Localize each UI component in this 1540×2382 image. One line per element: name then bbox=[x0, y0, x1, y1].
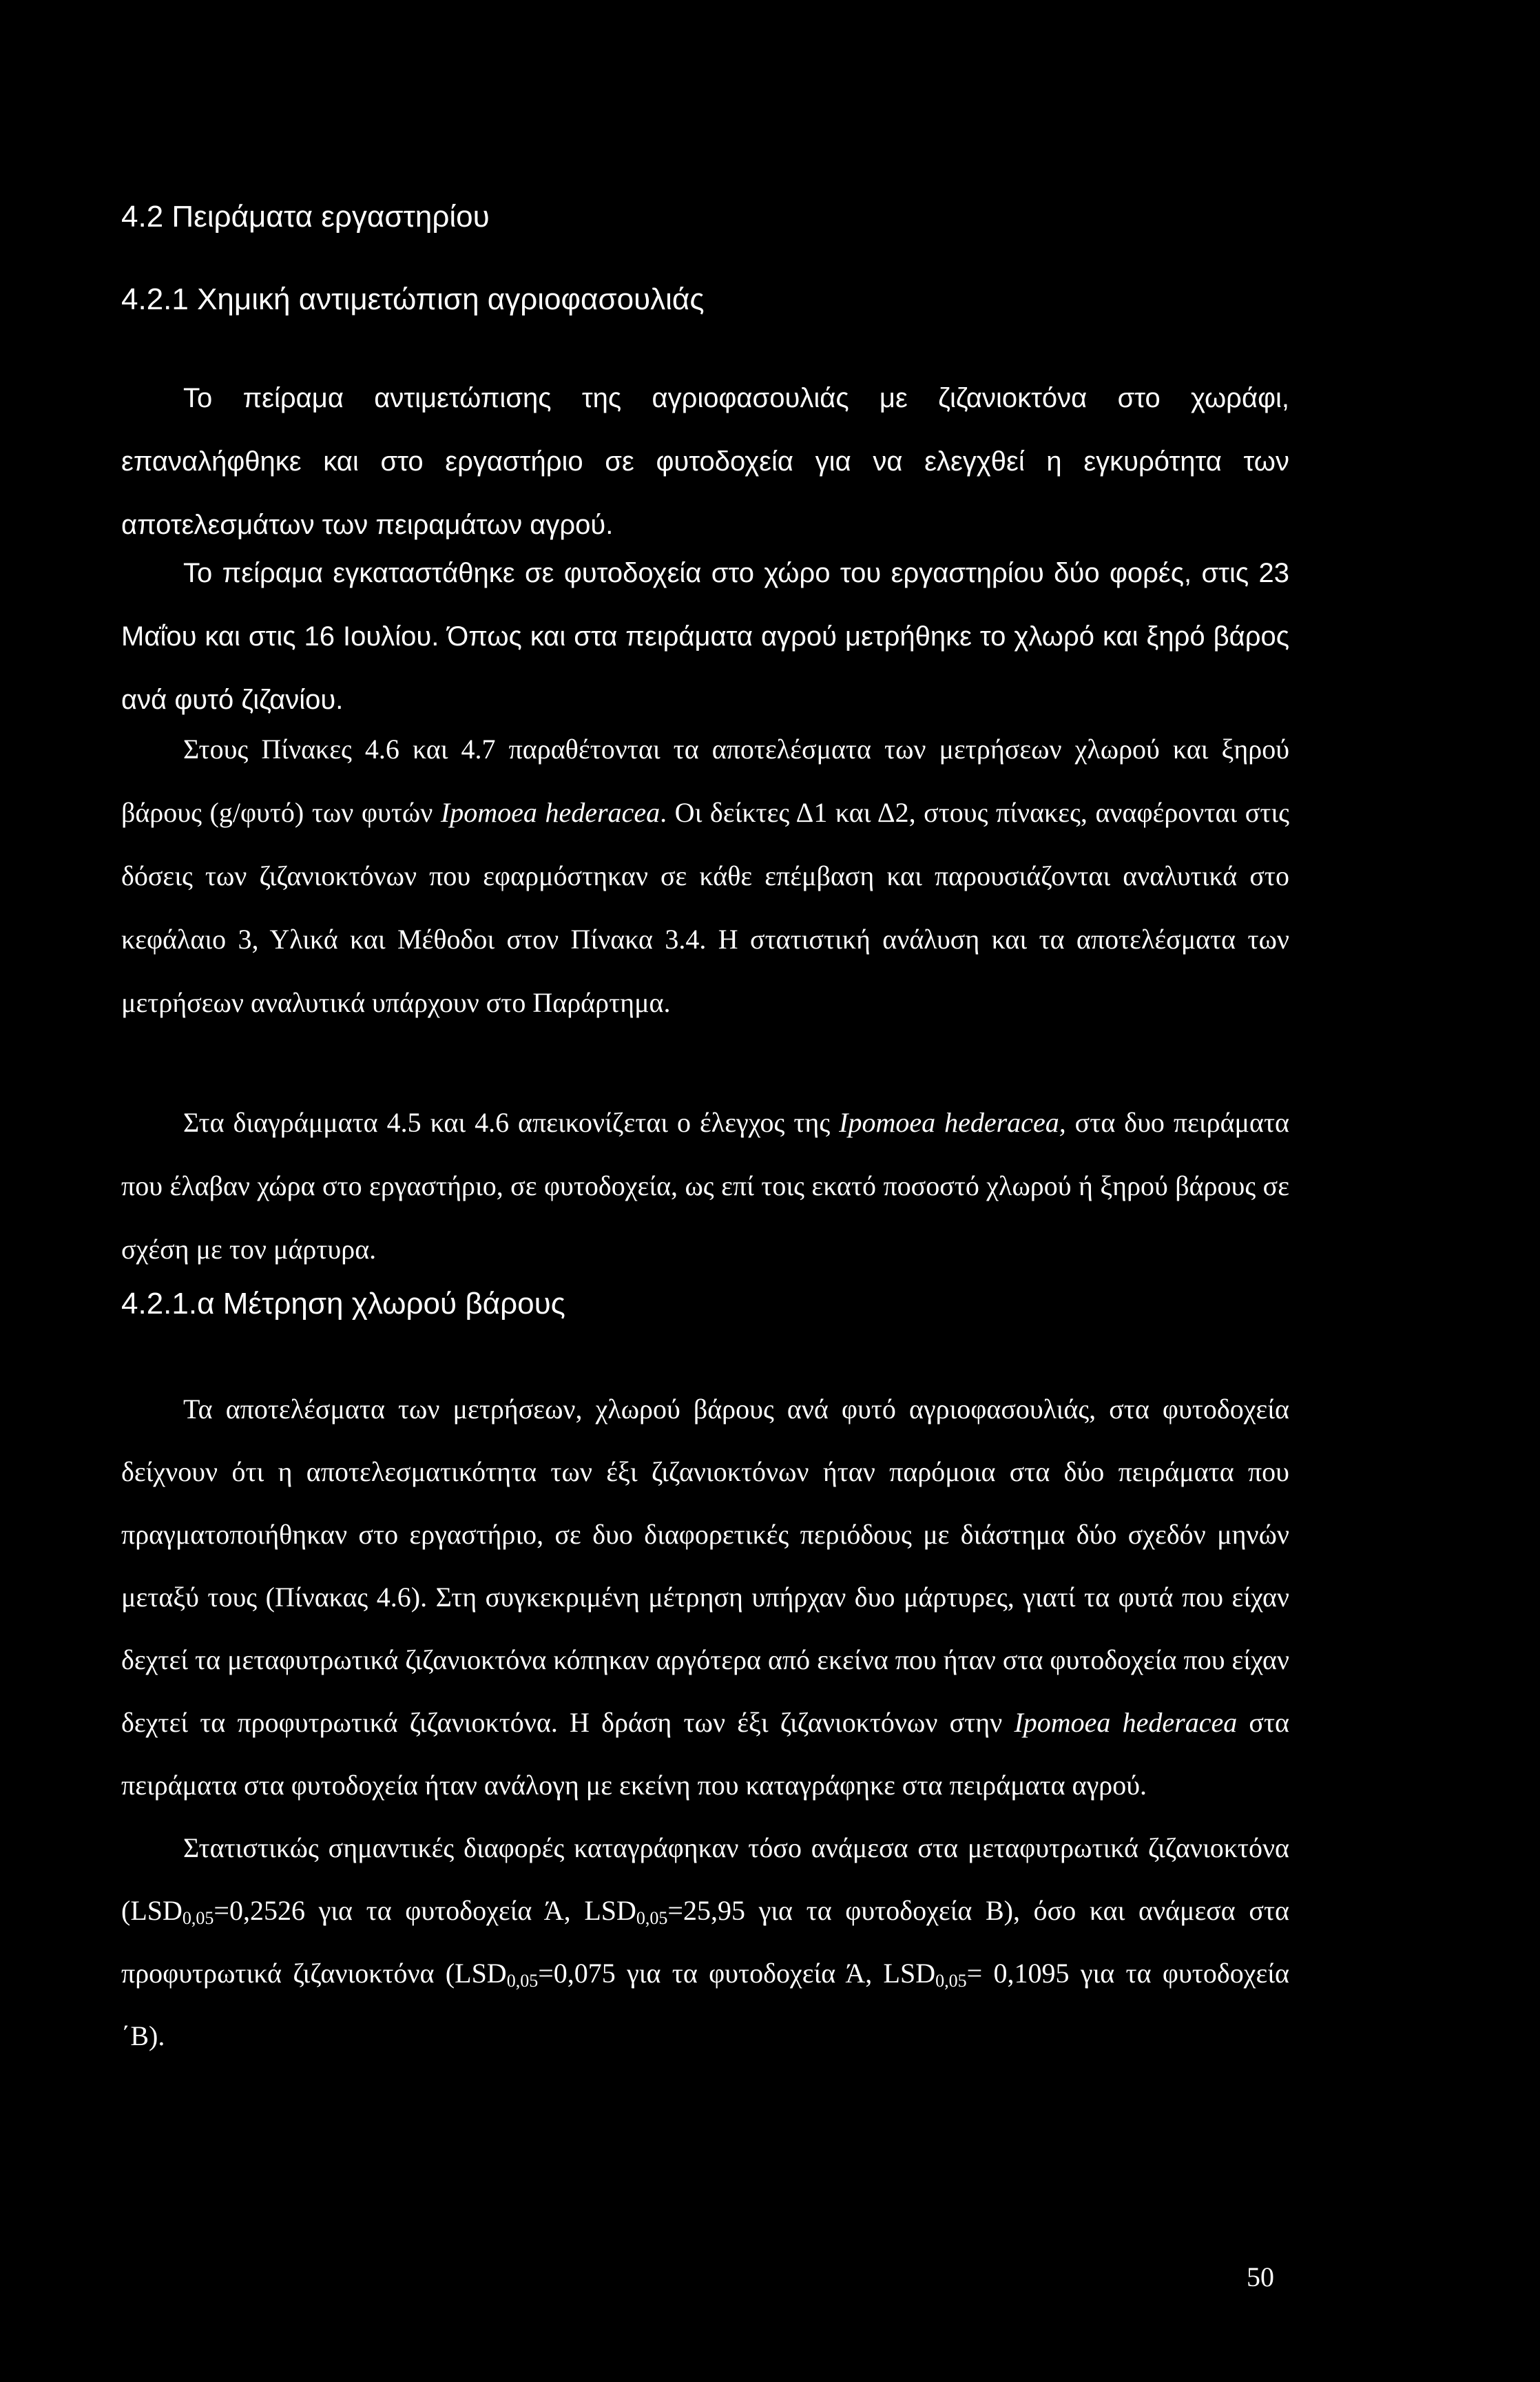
lsd-subscript: 0,05 bbox=[935, 1971, 967, 1991]
paragraph-setup bbox=[121, 541, 1289, 732]
results-section bbox=[121, 1378, 1289, 2067]
lsd-subscript: 0,05 bbox=[506, 1971, 539, 1991]
paragraph-statistics bbox=[121, 1816, 1289, 2067]
paragraph-setup-text-a: Το πείραμα εγκαταστάθηκε σε φυτοδοχεία στο χώρο του εργαστηρίου δύο φορές, στις 23 Μαΐου και στις 16 Ιουλίου. bbox=[121, 558, 1289, 652]
paragraph-statistics-text-e: = 0,1095 για τα φυτοδοχεία ΄Β). bbox=[121, 1958, 1289, 2051]
paragraph-results-text-b: στα πειράματα στα φυτοδοχεία ήταν ανάλογη με εκείνη που καταγράφηκε στα πειράματα αγρού. bbox=[121, 1707, 1290, 1801]
paragraph-tables bbox=[121, 718, 1289, 1035]
paragraph-tables-text-b: . Οι δείκτες Δ1 και Δ2, στους πίνακες, αναφέρονται στις δόσεις των ζιζανιοκτόνων που εφαρμόστηκαν σε κάθε επέμβαση και παρουσιάζονται αναλυτικά στο κεφάλαιο 3, Υλικά και Μέθοδοι στον Πίνακα 3.4. Η στατιστική ανάλυση και τα αποτελέσματα των μετρήσεων αναλυτικά υπάρχουν στο Παράρτημα. bbox=[121, 797, 1290, 1018]
paragraph-tables-text-a: Στους Πίνακες 4.6 και 4.7 παραθέτονται τα αποτελέσματα των μετρήσεων χλωρού και ξηρού βάρους (g/φυτό) των φυτών bbox=[121, 734, 1289, 828]
paragraph-intro bbox=[121, 366, 1289, 557]
lsd-subscript: 0,05 bbox=[636, 1908, 668, 1928]
paragraph-results-text-a: Τα αποτελέσματα των μετρήσεων, χλωρού βάρους ανά φυτό αγριοφασουλιάς, στα φυτοδοχεία δείχνουν ότι η αποτελεσματικότητα των έξι ζιζανιοκτόνων ήταν παρόμοια στα δύο πειράματα που πραγματοποιήθηκαν στο εργαστήριο, σε δυο διαφορετικές περιόδους με διάστημα δύο σχεδόν μηνών μεταξύ τους (Πίνακας 4.6). Στη συγκεκριμένη μέτρηση υπήρχαν δυο μάρτυρες, γιατί τα φυτά που είχαν δεχτεί τα μεταφυτρωτικά ζιζανιοκτόνα κόπηκαν αργότερα από εκείνα που ήταν στα φυτοδοχεία που είχαν δεχτεί τα προφυτρωτικά ζιζανιοκτόνα. Η δράση των έξι ζιζανιοκτόνων στην bbox=[121, 1394, 1289, 1738]
paragraph-results bbox=[121, 1378, 1289, 1816]
paragraph-diagrams-text-b: στα δυο πειράματα που έλαβαν χώρα στο εργαστήριο, σε φυτοδοχεία, ως επί τοις εκατό ποσοστό χλωρού ή ξηρού βάρους σε σχέση με τον μάρτυρα. bbox=[121, 1107, 1289, 1265]
subsection-heading: 4.2.1 Χημική αντιμετώπιση αγριοφασουλιάς bbox=[121, 282, 705, 316]
paragraph-statistics-text-d: =0,075 για τα φυτοδοχεία Ά, LSD bbox=[538, 1958, 936, 1989]
subsubsection-heading: 4.2.1.α Μέτρηση χλωρού βάρους bbox=[121, 1287, 565, 1321]
paragraph-statistics-text-b: =0,2526 για τα φυτοδοχεία Ά, LSD bbox=[214, 1895, 636, 1926]
paragraph-statistics-text-a: Στατιστικώς σημαντικές διαφορές καταγράφηκαν τόσο ανάμεσα στα μεταφυτρωτικά ζιζανιοκτόνα (LSD bbox=[121, 1832, 1289, 1926]
species-name: Ipomoea hederacea bbox=[440, 797, 660, 828]
paragraph-statistics-text-c: =25,95 για τα φυτοδοχεία Β), όσο και ανάμεσα στα προφυτρωτικά ζιζανιοκτόνα (LSD bbox=[121, 1895, 1289, 1989]
page-number: 50 bbox=[1247, 2261, 1274, 2292]
section-heading: 4.2 Πειράματα εργαστηρίου bbox=[121, 200, 490, 234]
lsd-subscript: 0,05 bbox=[182, 1908, 214, 1928]
paragraph-setup-text-b: Όπως και στα πειράματα αγρού μετρήθηκε το χλωρό και ξηρό βάρος ανά φυτό ζιζανίου. bbox=[121, 621, 1289, 715]
paragraph-diagrams-text-a: Στα διαγράμματα 4.5 και 4.6 απεικονίζεται ο έλεγχος της bbox=[183, 1107, 840, 1138]
species-name: Ipomoea hederacea bbox=[1014, 1707, 1238, 1738]
paragraph-intro-text: Το πείραμα αντιμετώπισης της αγριοφασουλιάς με ζιζανιοκτόνα στο χωράφι, επαναλήφθηκε και στο εργαστήριο σε φυτοδοχεία για να ελεγχθεί η εγκυρότητα των αποτελεσμάτων των πειραμάτων αγρού. bbox=[121, 383, 1289, 540]
paragraph-diagrams bbox=[121, 1091, 1289, 1281]
species-name: Ipomoea hederacea, bbox=[839, 1107, 1066, 1138]
